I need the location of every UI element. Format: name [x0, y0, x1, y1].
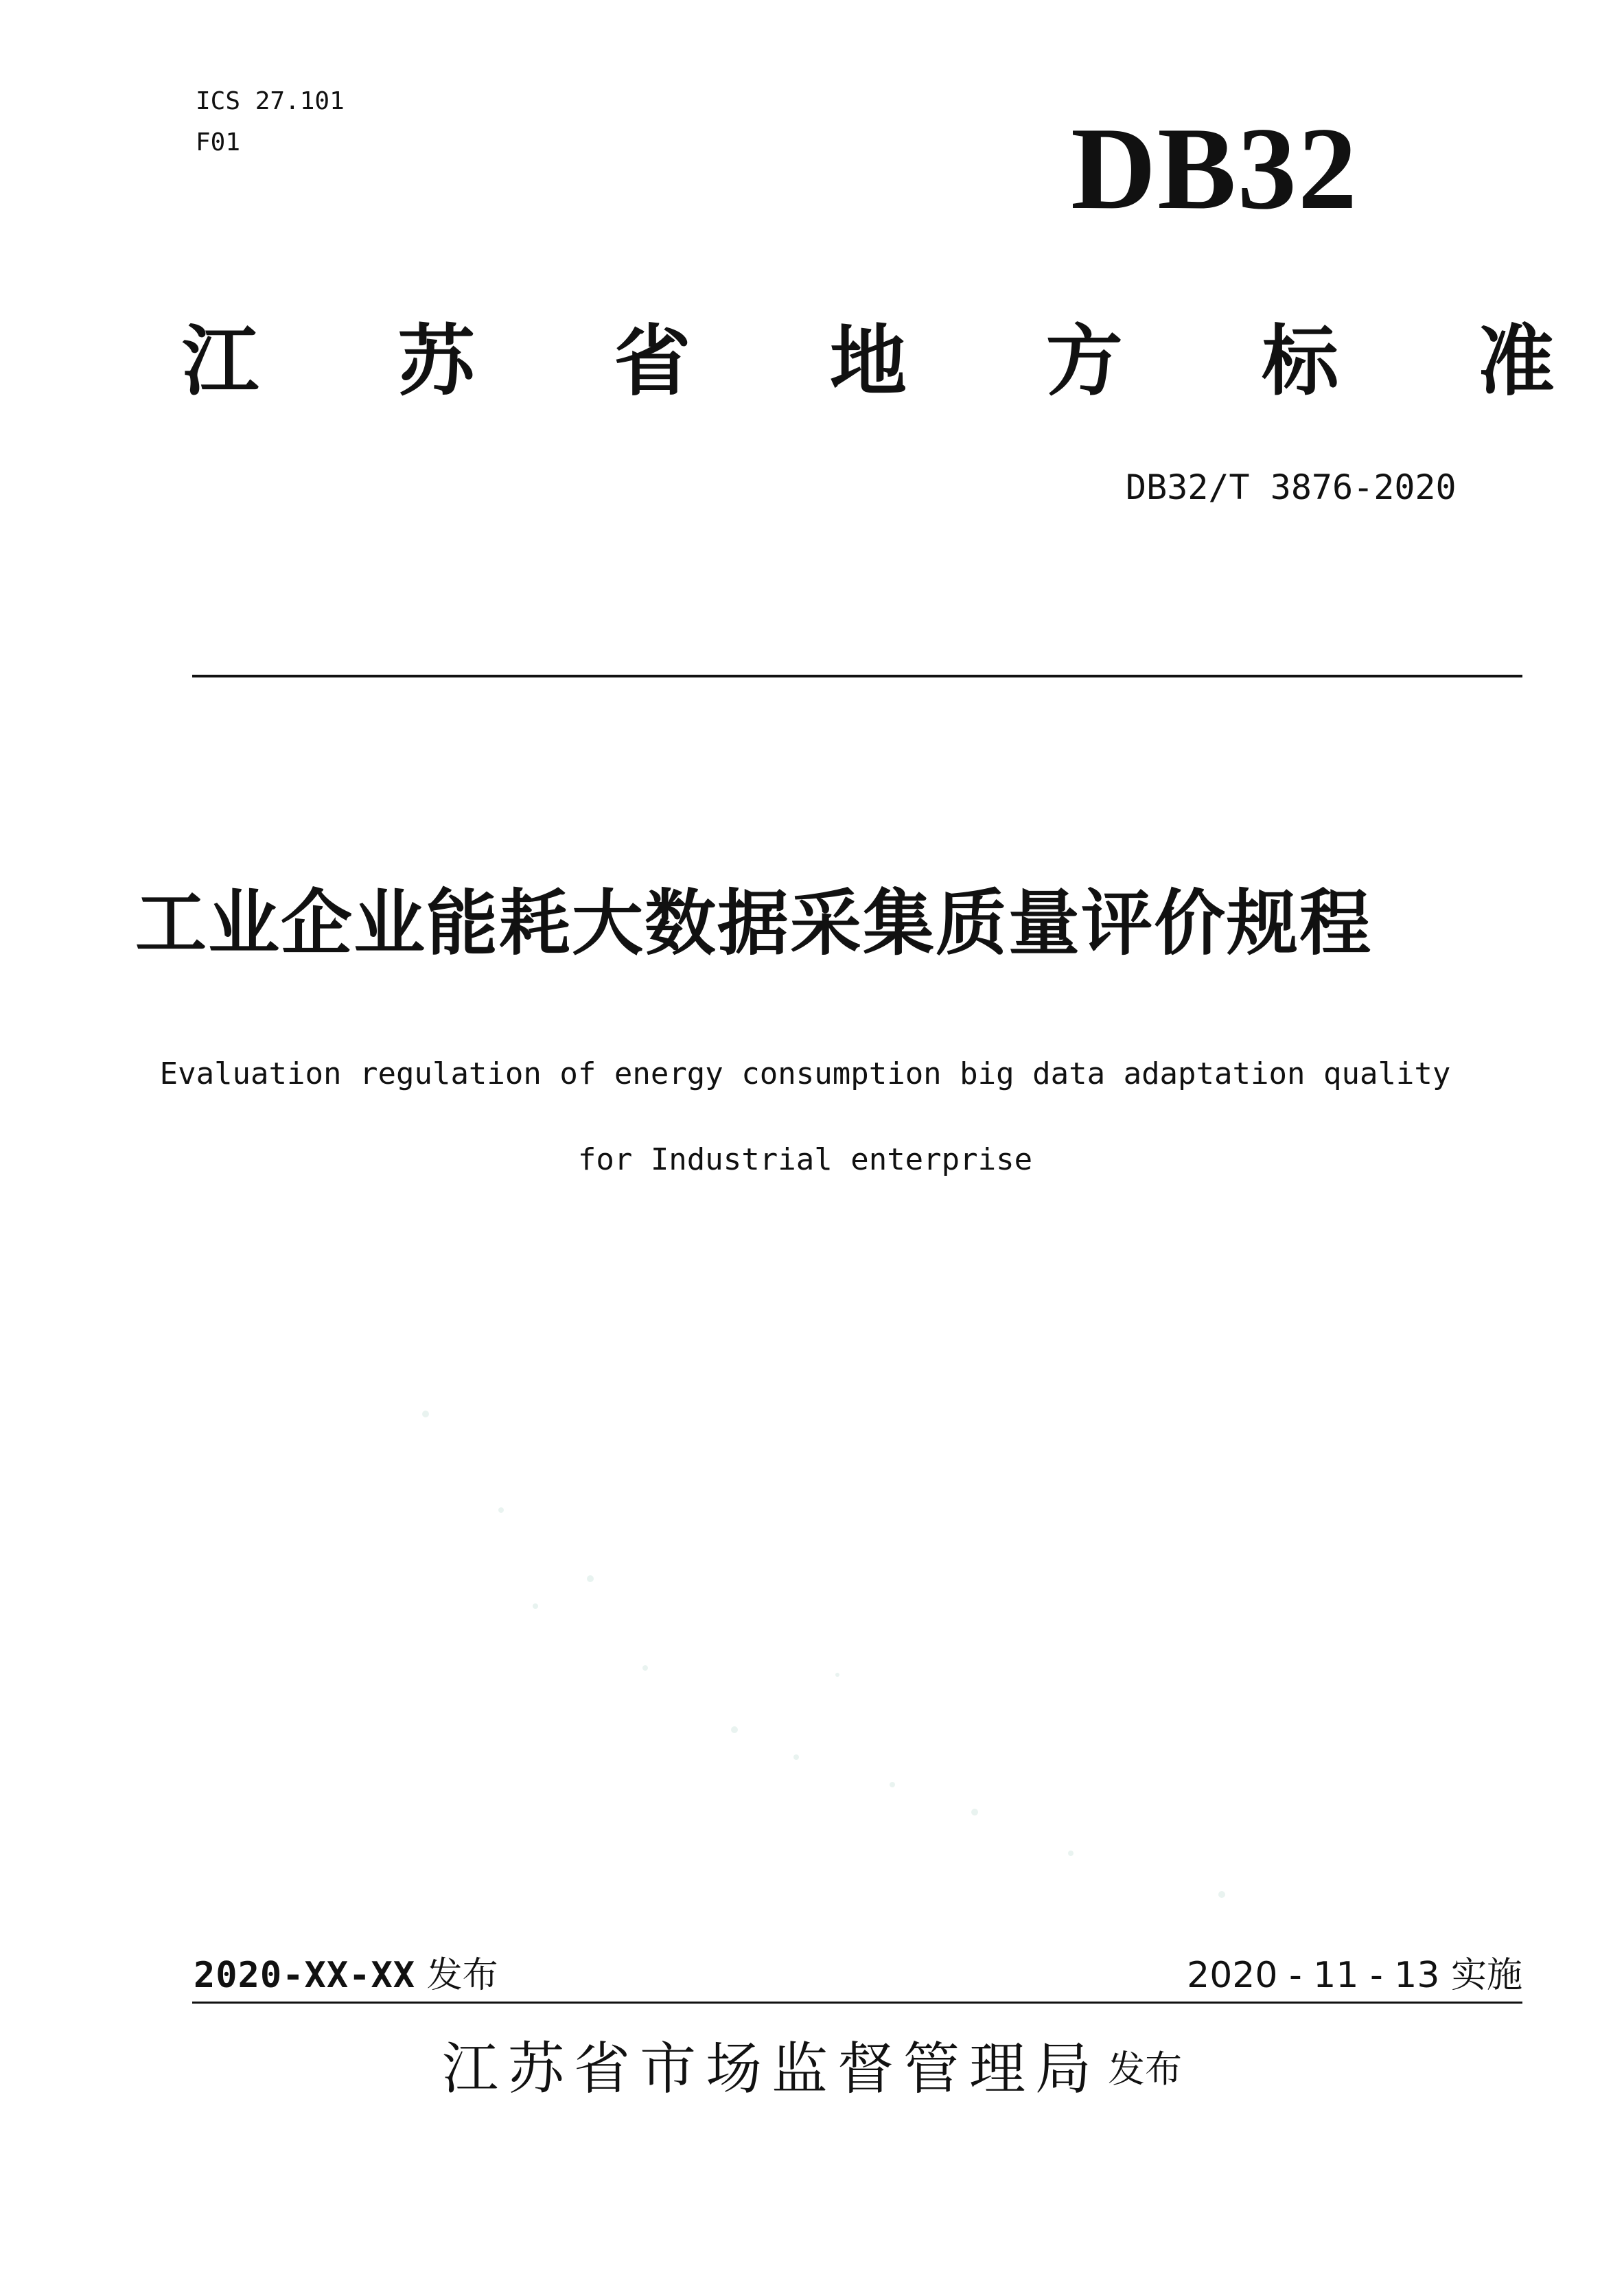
classification-code: F01: [196, 128, 241, 156]
standard-type-char: 标: [1262, 317, 1339, 406]
standard-type-char: 地: [829, 317, 907, 406]
classification-codes: [196, 81, 345, 163]
standard-type-char: 省: [614, 317, 691, 406]
issuer-name: 江苏省市场监督管理局: [441, 2037, 1101, 2102]
standard-type-char: 方: [1045, 317, 1123, 406]
standard-type-char: 苏: [397, 317, 475, 406]
issue-date: [194, 1953, 498, 1997]
issuer-label: 发布: [1108, 2048, 1182, 2091]
implementation-label: 实施: [1450, 1955, 1522, 1996]
ics-code: ICS 27.101: [196, 87, 345, 115]
english-title-line-2: for Industrial enterprise: [577, 1142, 1033, 1177]
issue-date-value: 2020-XX-XX: [194, 1955, 416, 1996]
chinese-title: 工业企业能耗大数据采集质量评价规程: [135, 881, 1372, 965]
issuer: [0, 2032, 1624, 2107]
implementation-date: [1187, 1953, 1522, 1997]
implementation-date-value: 2020 - 11 - 13: [1187, 1955, 1440, 1996]
bottom-divider: [192, 2002, 1522, 2004]
standard-type-char: 准: [1477, 317, 1555, 406]
issue-label: 发布: [426, 1955, 498, 1996]
english-title-line-1: Evaluation regulation of energy consumption big data adaptation quality: [159, 1056, 1451, 1091]
db-logo: DB32: [1071, 104, 1358, 234]
standard-type-heading: [182, 317, 1555, 406]
top-divider: [192, 675, 1522, 677]
standard-type-char: 江: [182, 317, 259, 406]
faint-watermark: [412, 1373, 1304, 1922]
standard-number: DB32/T 3876-2020: [1126, 467, 1457, 507]
